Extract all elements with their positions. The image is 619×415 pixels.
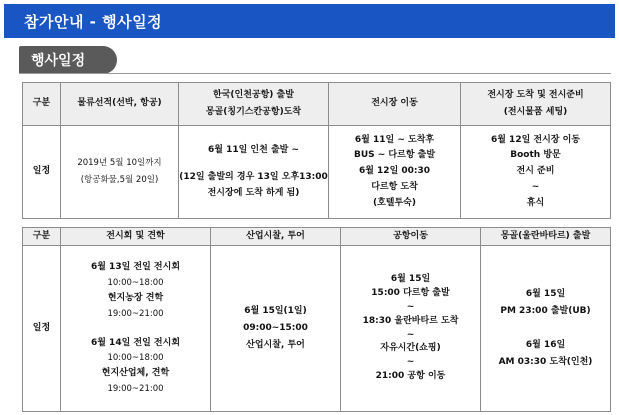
- section-tab: [19, 46, 117, 74]
- section-label: 행사일정: [31, 53, 86, 69]
- cell-venue-setup: 6월 12일 전시장 이동 Booth 방문 전시 준비 ~ 휴식: [461, 126, 611, 219]
- section-divider: [19, 73, 611, 74]
- table-row: [23, 126, 611, 219]
- cell-airport-move: 6월 15일 15:00 다르항 출발 ~ 18:30 울란바타르 도착 ~ 자유시간(쇼핑) ~ 21:00 공항 이동: [341, 246, 481, 412]
- table-header-row: [23, 83, 611, 126]
- cell-departure: 6월 11일 인천 출발 ~ (12일 출발의 경우 13일 오후13:00 전시장에 도착 하게 됨): [179, 126, 329, 219]
- schedule-table-1: [22, 82, 611, 219]
- header-mongolia-departure: 몽골(울란바타르) 출발: [481, 228, 611, 246]
- row-label: 일정: [23, 126, 61, 219]
- page-title-bar: [4, 4, 615, 38]
- header-departure: 한국(인천공항) 출발 몽골(칭기스칸공항)도착: [179, 83, 329, 126]
- header-category: 구분: [23, 228, 61, 246]
- header-venue-move: 전시장 이동: [329, 83, 461, 126]
- header-venue-setup: 전시장 도착 및 전시준비 (전시물품 세팅): [461, 83, 611, 126]
- header-industry-tour: 산업시찰, 투어: [211, 228, 341, 246]
- schedule-table-2: [22, 227, 611, 412]
- cell-logistics: 2019년 5월 10일까지 (항공화물,5월 20일): [61, 126, 179, 219]
- cell-industry-tour: 6월 15일(1일) 09:00~15:00 산업시찰, 투어: [211, 246, 341, 412]
- header-category: 구분: [23, 83, 61, 126]
- cell-venue-move: 6월 11일 ~ 도착후 BUS ~ 다르항 출발 6월 12일 00:30 다르항 도착 (호텔투숙): [329, 126, 461, 219]
- page-title: 참가안내 - 행사일정: [24, 12, 163, 31]
- cell-exhibition: 6월 13일 전일 전시회 10:00~18:00 현지농장 견학 19:00~21:00 6월 14일 전일 전시회 10:00~18:00 현지산업체, 견학 19:00~21:00: [61, 246, 211, 412]
- header-airport-move: 공항이동: [341, 228, 481, 246]
- row-label: 일정: [23, 246, 61, 412]
- table-header-row: [23, 228, 611, 246]
- table-row: [23, 246, 611, 412]
- header-logistics: 물류선적(선박, 항공): [61, 83, 179, 126]
- header-exhibition: 전시회 및 견학: [61, 228, 211, 246]
- cell-mongolia-departure: 6월 15일 PM 23:00 출발(UB) 6월 16일 AM 03:30 도착(인천): [481, 246, 611, 412]
